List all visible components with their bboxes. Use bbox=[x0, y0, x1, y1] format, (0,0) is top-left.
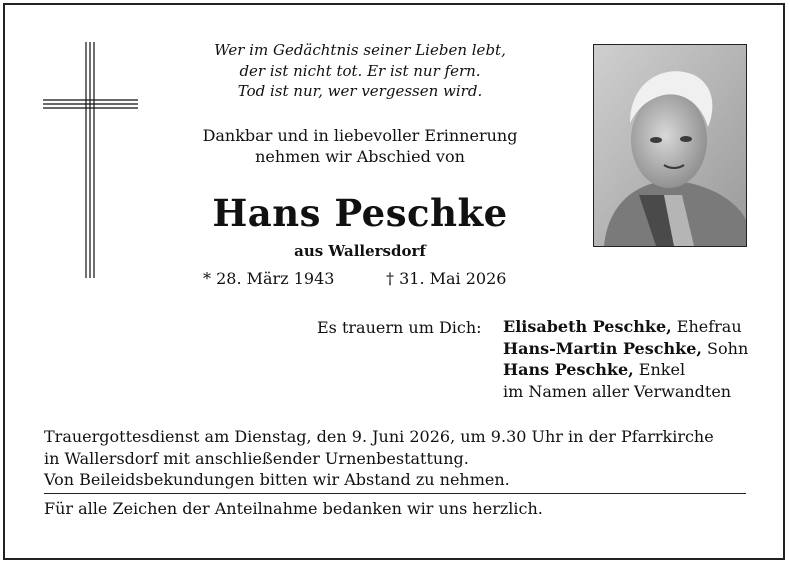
service-line: in Wallersdorf mit anschließender Urnenbestattung. bbox=[44, 448, 469, 468]
mourner-relation: Enkel bbox=[633, 360, 686, 379]
memorial-poem bbox=[190, 40, 530, 102]
mourner-name: Hans Peschke, bbox=[503, 360, 634, 379]
mourner-name: Elisabeth Peschke, bbox=[503, 317, 672, 336]
list-item bbox=[503, 381, 748, 403]
list-item bbox=[503, 316, 748, 338]
mourner-relation: Sohn bbox=[701, 338, 749, 358]
intro-text bbox=[180, 125, 540, 167]
birth-date: * 28. März 1943 bbox=[203, 269, 335, 288]
cross-icon bbox=[40, 42, 140, 280]
mourner-name: Hans-Martin Peschke, bbox=[503, 338, 702, 358]
origin-text: aus Wallersdorf bbox=[294, 242, 426, 260]
mourners-list bbox=[503, 316, 748, 402]
deceased-name: Hans Peschke bbox=[212, 191, 508, 235]
intro-line: nehmen wir Abschied von bbox=[255, 147, 465, 166]
service-line: Von Beileidsbekundungen bitten wir Abstand zu nehmen. bbox=[44, 470, 510, 489]
intro-line: Dankbar und in liebevoller Erinnerung bbox=[202, 126, 518, 145]
list-item bbox=[503, 359, 748, 381]
mourner-relation: Ehefrau bbox=[671, 317, 742, 336]
portrait-photo bbox=[593, 44, 747, 247]
death-date: † 31. Mai 2026 bbox=[386, 269, 507, 288]
thanks-text: Für alle Zeichen der Anteilnahme bedanken wir uns herzlich. bbox=[44, 499, 543, 518]
poem-line: der ist nicht tot. Er ist nur fern. bbox=[239, 61, 481, 80]
service-info bbox=[44, 426, 764, 491]
poem-line: Wer im Gedächtnis seiner Lieben lebt, bbox=[214, 41, 506, 59]
service-line: Trauergottesdienst am Dienstag, den 9. Juni 2026, um 9.30 Uhr in der Pfarrkirche bbox=[44, 427, 714, 446]
mourners-label: Es trauern um Dich: bbox=[317, 318, 482, 337]
divider bbox=[44, 493, 746, 494]
poem-line: Tod ist nur, wer vergessen wird. bbox=[237, 82, 483, 100]
list-item bbox=[503, 338, 748, 360]
mourner-relation: im Namen aller Verwandten bbox=[503, 381, 732, 401]
